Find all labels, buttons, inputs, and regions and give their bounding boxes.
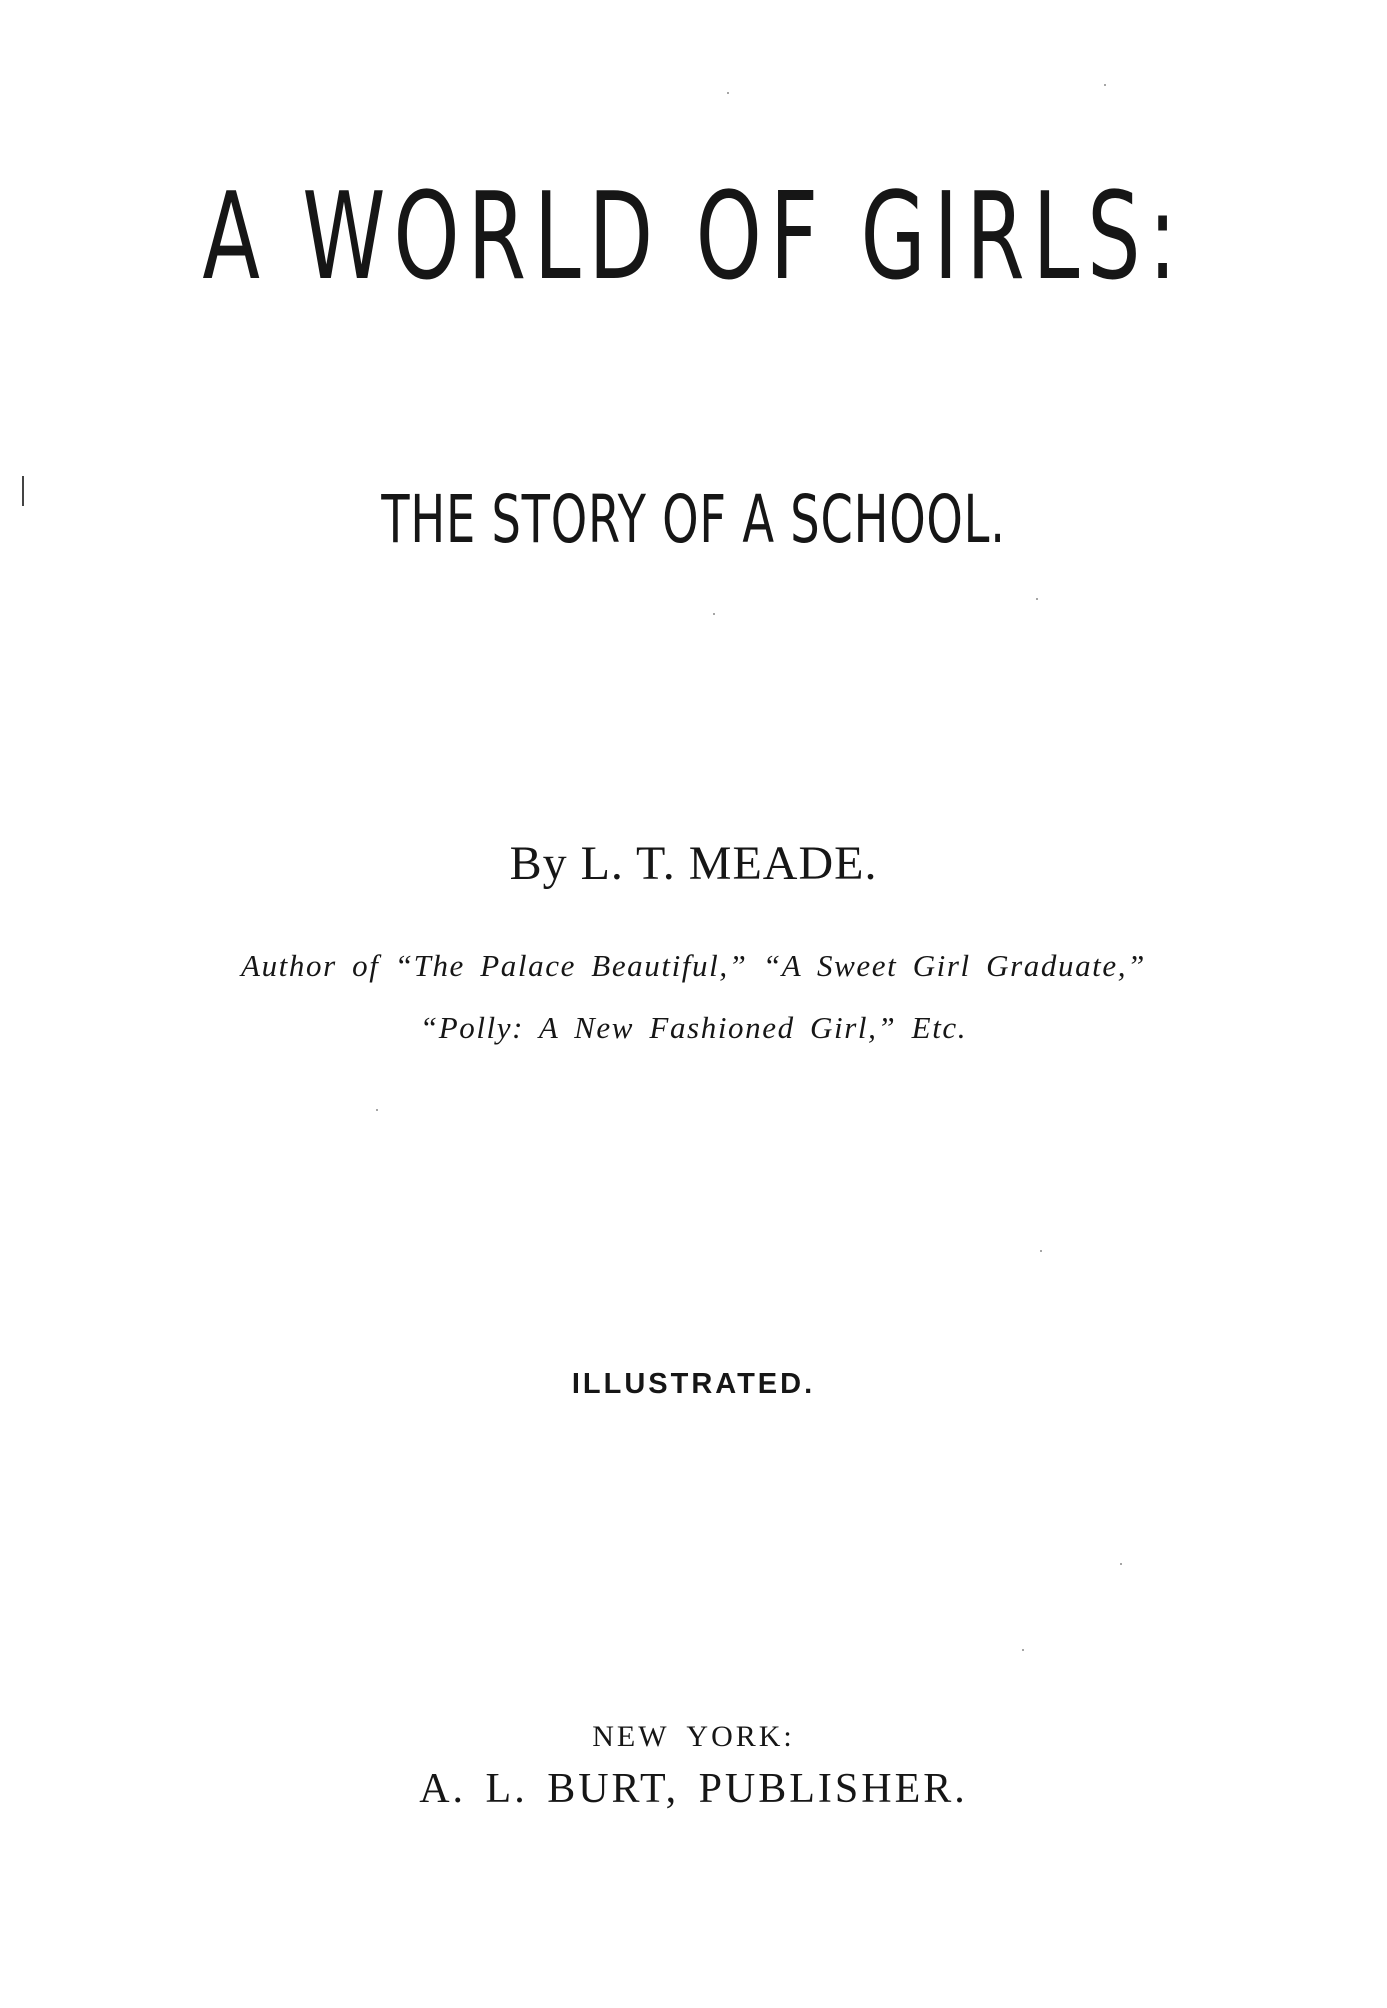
author-byline: By L. T. MEADE. [509,837,878,890]
book-title: A WORLD OF GIRLS: [202,168,1185,307]
author-other-works-line-1: Author of “The Palace Beautiful,” “A Sweet Girl Graduate,” [241,948,1146,983]
paper-speck [1036,598,1038,600]
paper-speck [1040,1250,1042,1252]
book-subtitle: THE STORY OF A SCHOOL. [381,481,1006,558]
paper-speck [1104,84,1106,86]
paper-speck [376,1109,378,1111]
imprint-publisher: A. L. BURT, PUBLISHER. [419,1766,968,1812]
author-other-works-line-2: “Polly: A New Fashioned Girl,” Etc. [419,1010,968,1045]
paper-speck [1120,1563,1122,1565]
paper-speck [727,92,729,94]
paper-speck [1022,1649,1024,1651]
illustrated-note: ILLUSTRATED. [571,1368,816,1400]
margin-mark [22,476,24,506]
imprint-city: NEW YORK: [592,1720,795,1753]
paper-speck [713,613,715,615]
